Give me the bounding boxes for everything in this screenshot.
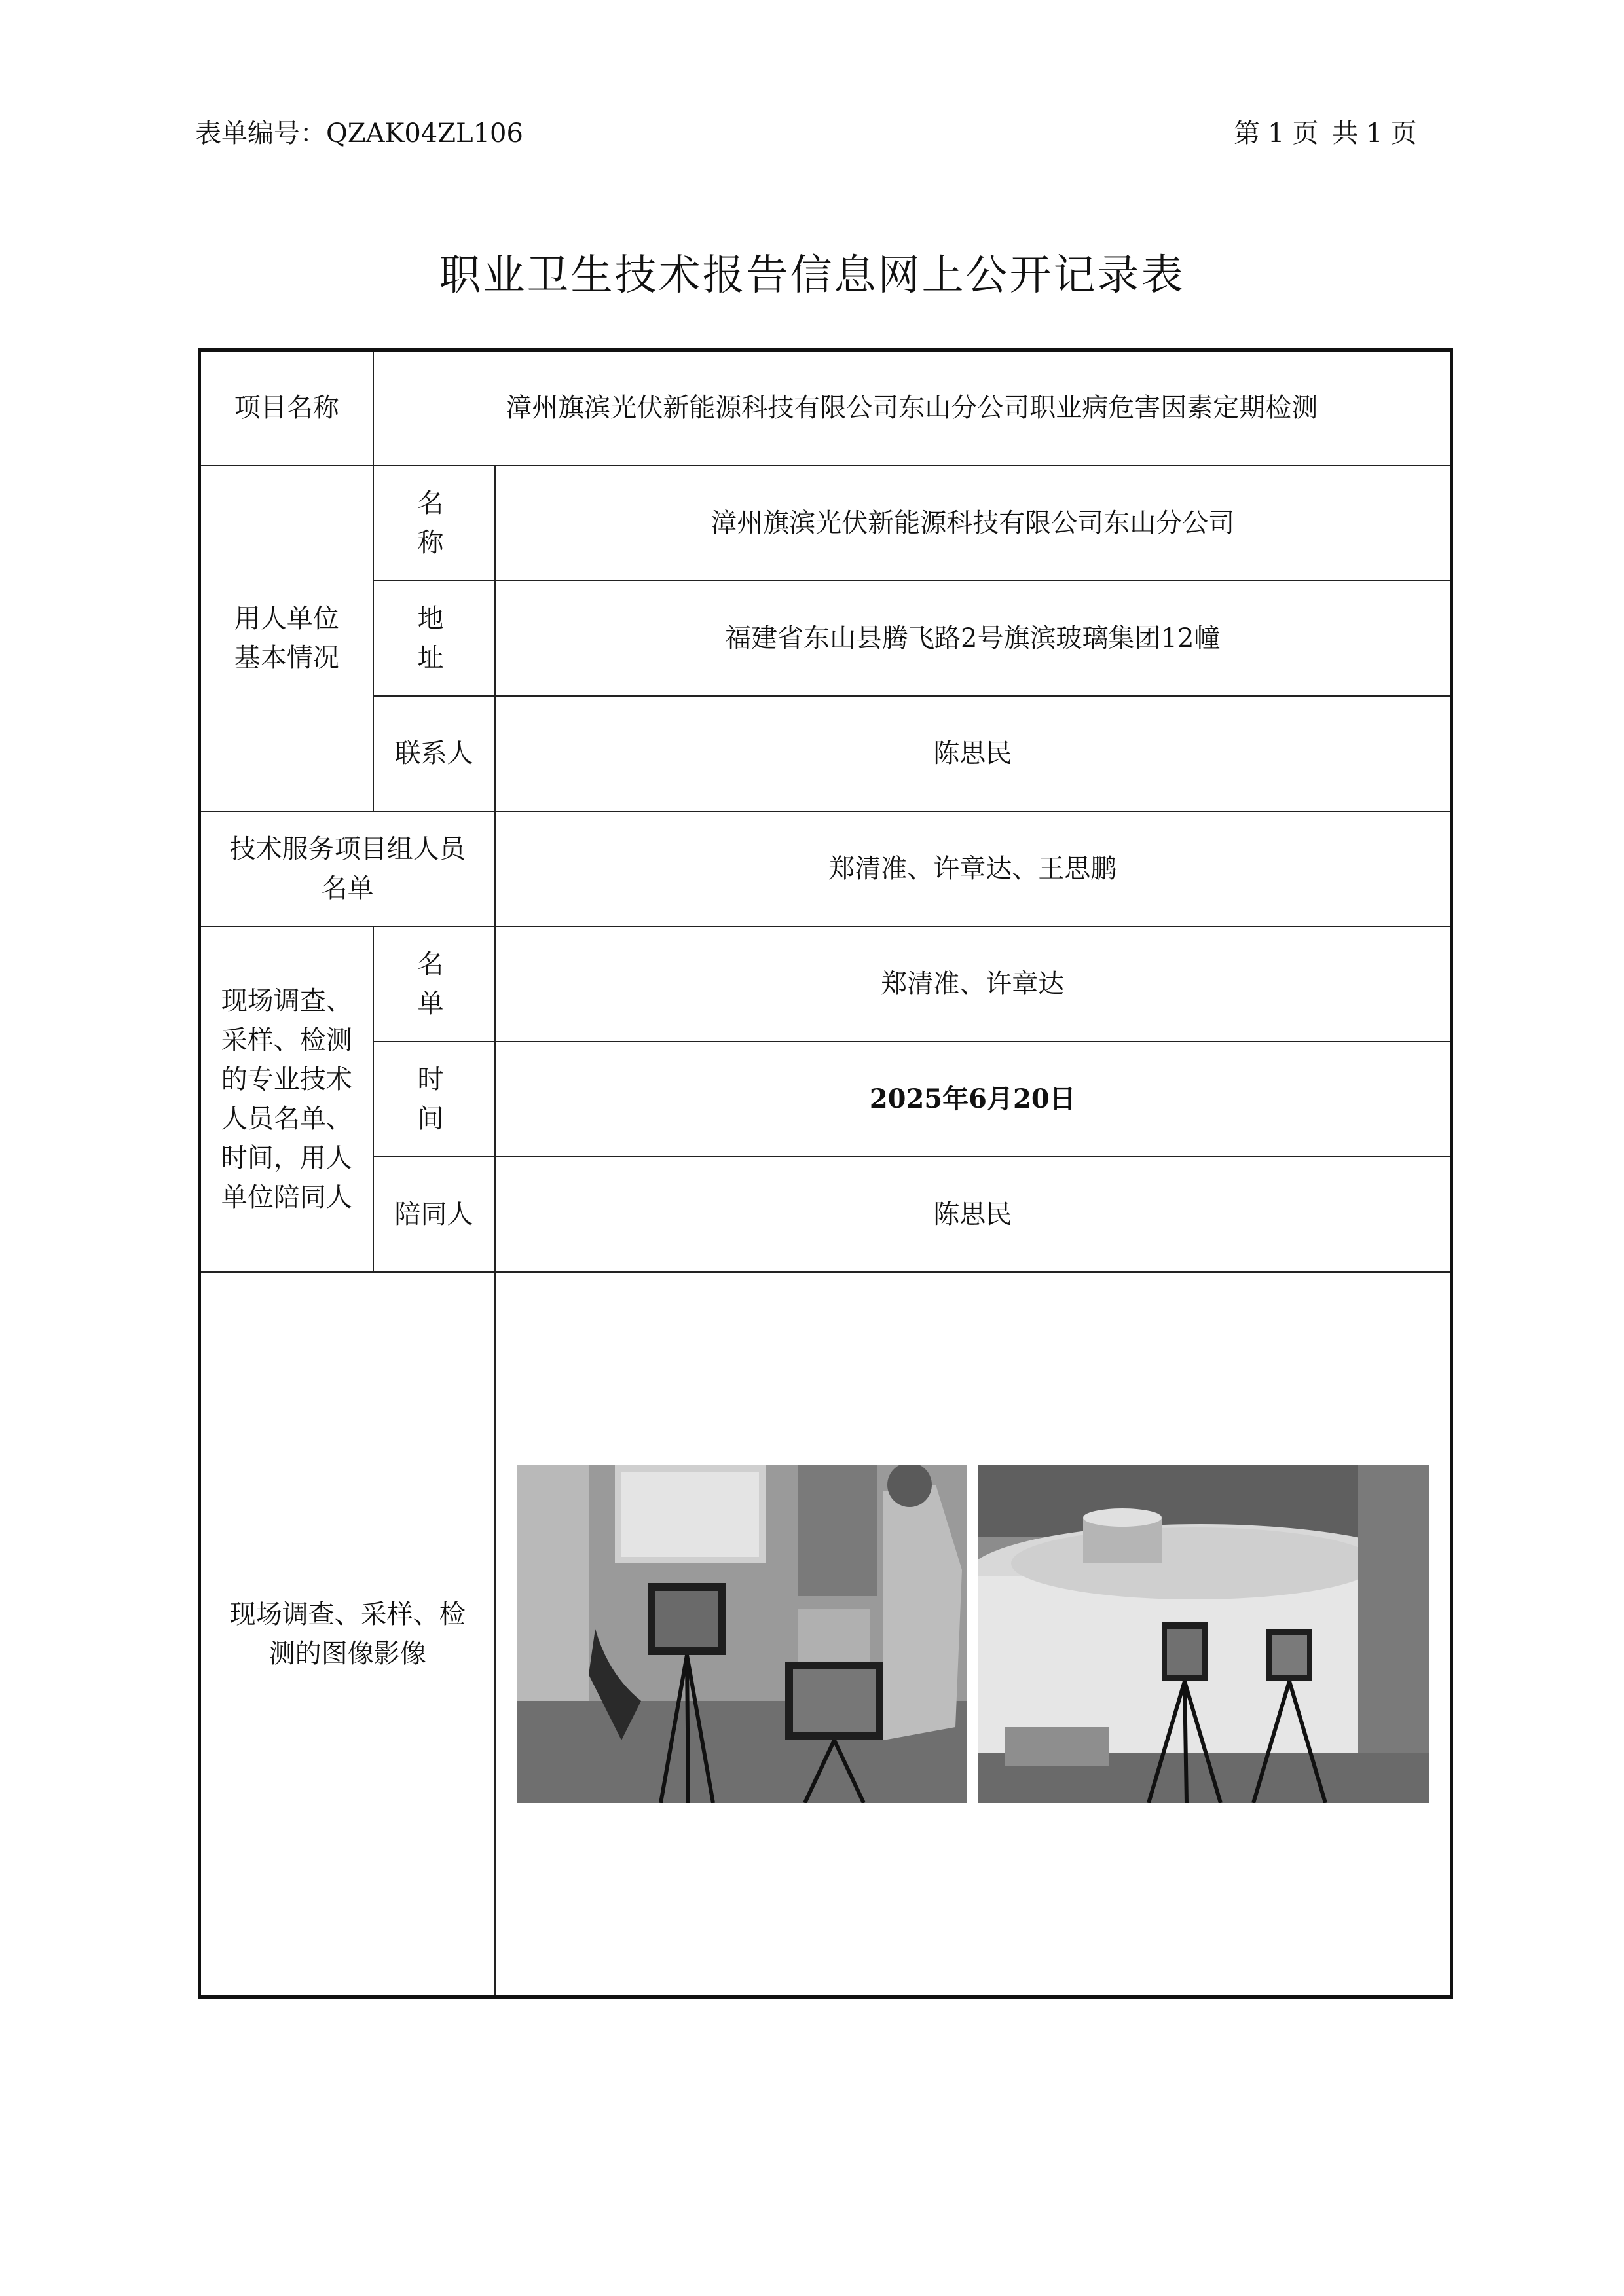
team-value: 郑清准、许章达、王思鹏 [495, 811, 1452, 926]
record-table [198, 348, 1453, 1999]
address-label: 地 址 [373, 581, 495, 696]
site-photo-1-image [517, 1465, 967, 1803]
list-label: 名 单 [373, 926, 495, 1042]
form-code: 表单编号：QZAK04ZL106 [195, 118, 523, 149]
contact-value: 陈思民 [495, 696, 1452, 811]
address-value: 福建省东山县腾飞路2号旗滨玻璃集团12幢 [495, 581, 1452, 696]
images-cell [495, 1272, 1452, 1997]
project-value: 漳州旗滨光伏新能源科技有限公司东山分公司职业病危害因素定期检测 [373, 350, 1452, 465]
time-label: 时 间 [373, 1042, 495, 1157]
escort-value: 陈思民 [495, 1157, 1452, 1272]
row-team [200, 811, 1452, 926]
row-project [200, 350, 1452, 465]
escort-label: 陪同人 [373, 1157, 495, 1272]
images-label: 现场调查、采样、检 测的图像影像 [200, 1272, 495, 1997]
time-value: 2025年6月20日 [495, 1042, 1452, 1157]
page-current: 1 [1268, 118, 1285, 149]
survey-label: 现场调查、 采样、检测 的专业技术 人员名单、 时间，用人 单位陪同人 [200, 926, 373, 1272]
site-photo-2-image [978, 1465, 1429, 1803]
row-contact [200, 696, 1452, 811]
row-employer-name [200, 465, 1452, 581]
row-escort [200, 1157, 1452, 1272]
document-title: 职业卫生技术报告信息网上公开记录表 [439, 251, 1185, 300]
contact-label: 联系人 [373, 696, 495, 811]
page-total: 1 [1366, 118, 1383, 149]
site-photo-2 [978, 1465, 1429, 1803]
name-value: 漳州旗滨光伏新能源科技有限公司东山分公司 [495, 465, 1452, 581]
site-photo-1 [517, 1465, 967, 1803]
list-value: 郑清准、许章达 [495, 926, 1452, 1042]
team-label: 技术服务项目组人员 名单 [200, 811, 495, 926]
row-images [200, 1272, 1452, 1997]
project-label: 项目名称 [200, 350, 373, 465]
photo-group [502, 1465, 1444, 1803]
page-indicator: 第 1 页 共 1 页 [1234, 118, 1417, 149]
row-address [200, 581, 1452, 696]
name-label: 名 称 [373, 465, 495, 581]
row-survey-list [200, 926, 1452, 1042]
row-time [200, 1042, 1452, 1157]
employer-label: 用人单位 基本情况 [200, 465, 373, 811]
